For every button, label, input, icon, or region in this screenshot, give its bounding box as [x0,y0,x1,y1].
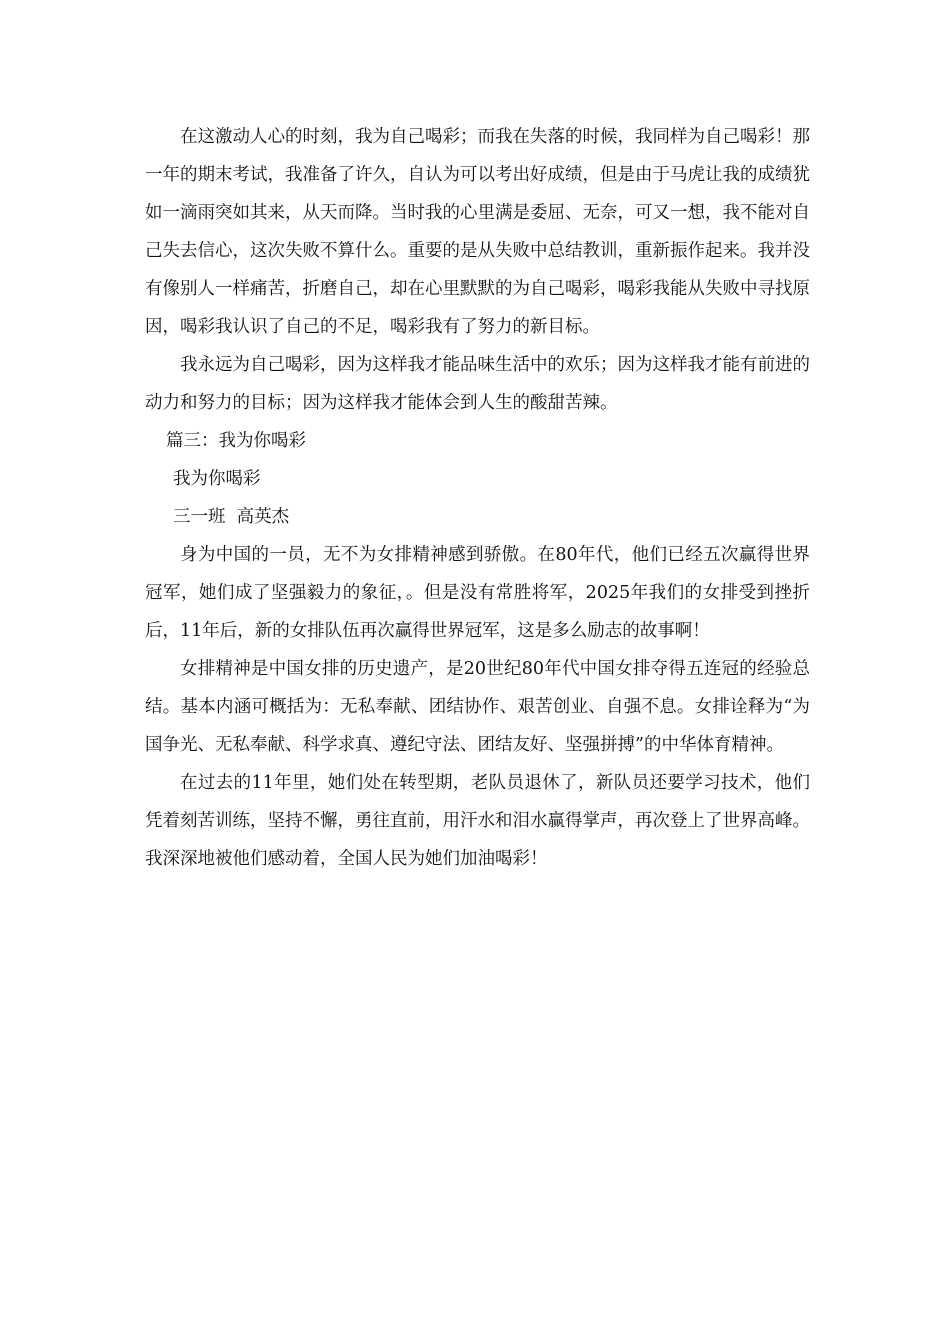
paragraph-4: 女排精神是中国女排的历史遗产，是20世纪80年代中国女排夺得五连冠的经验总结。基本内涵可概括为：无私奉献、团结协作、艰苦创业、自强不息。女排诠释为“为国争光、无私奉献、科学求真、遵纪守法、团结友好、坚强拼搏”的中华体育精神。 [145,659,810,755]
paragraph-5: 在过去的11年里，她们处在转型期，老队员退休了，新队员还要学习技术，他们凭着刻苦训练，坚持不懈，勇往直前，用汗水和泪水赢得掌声，再次登上了世界高峰。我深深地被他们感动着，全国人民为她们加油喝彩！ [145,773,810,869]
paragraph-2: 我永远为自己喝彩，因为这样我才能品味生活中的欢乐；因为这样我才能有前进的动力和努力的目标；因为这样我才能体会到人生的酸甜苦辣。 [145,355,810,413]
essay-title: 我为你喝彩 [173,469,261,489]
document-body [145,118,810,878]
section-heading: 篇三：我为你喝彩 [166,431,306,451]
paragraph-1: 在这激动人心的时刻，我为自己喝彩；而我在失落的时候，我同样为自己喝彩！那一年的期末考试，我准备了许久，自认为可以考出好成绩，但是由于马虎让我的成绩犹如一滴雨突如其来，从天而降。当时我的心里满是委屈、无奈，可又一想，我不能对自己失去信心，这次失败不算什么。重要的是从失败中总结教训，重新振作起来。我并没有像别人一样痛苦，折磨自己，却在心里默默的为自己喝彩，喝彩我能从失败中寻找原因，喝彩我认识了自己的不足，喝彩我有了努力的新目标。 [145,127,810,337]
essay-author: 三一班 高英杰 [173,507,290,527]
paragraph-3: 身为中国的一员，无不为女排精神感到骄傲。在80年代，他们已经五次赢得世界冠军，她们成了坚强毅力的象征，。但是没有常胜将军，2025年我们的女排受到挫折后，11年后，新的女排队伍再次赢得世界冠军，这是多么励志的故事啊！ [145,545,810,641]
